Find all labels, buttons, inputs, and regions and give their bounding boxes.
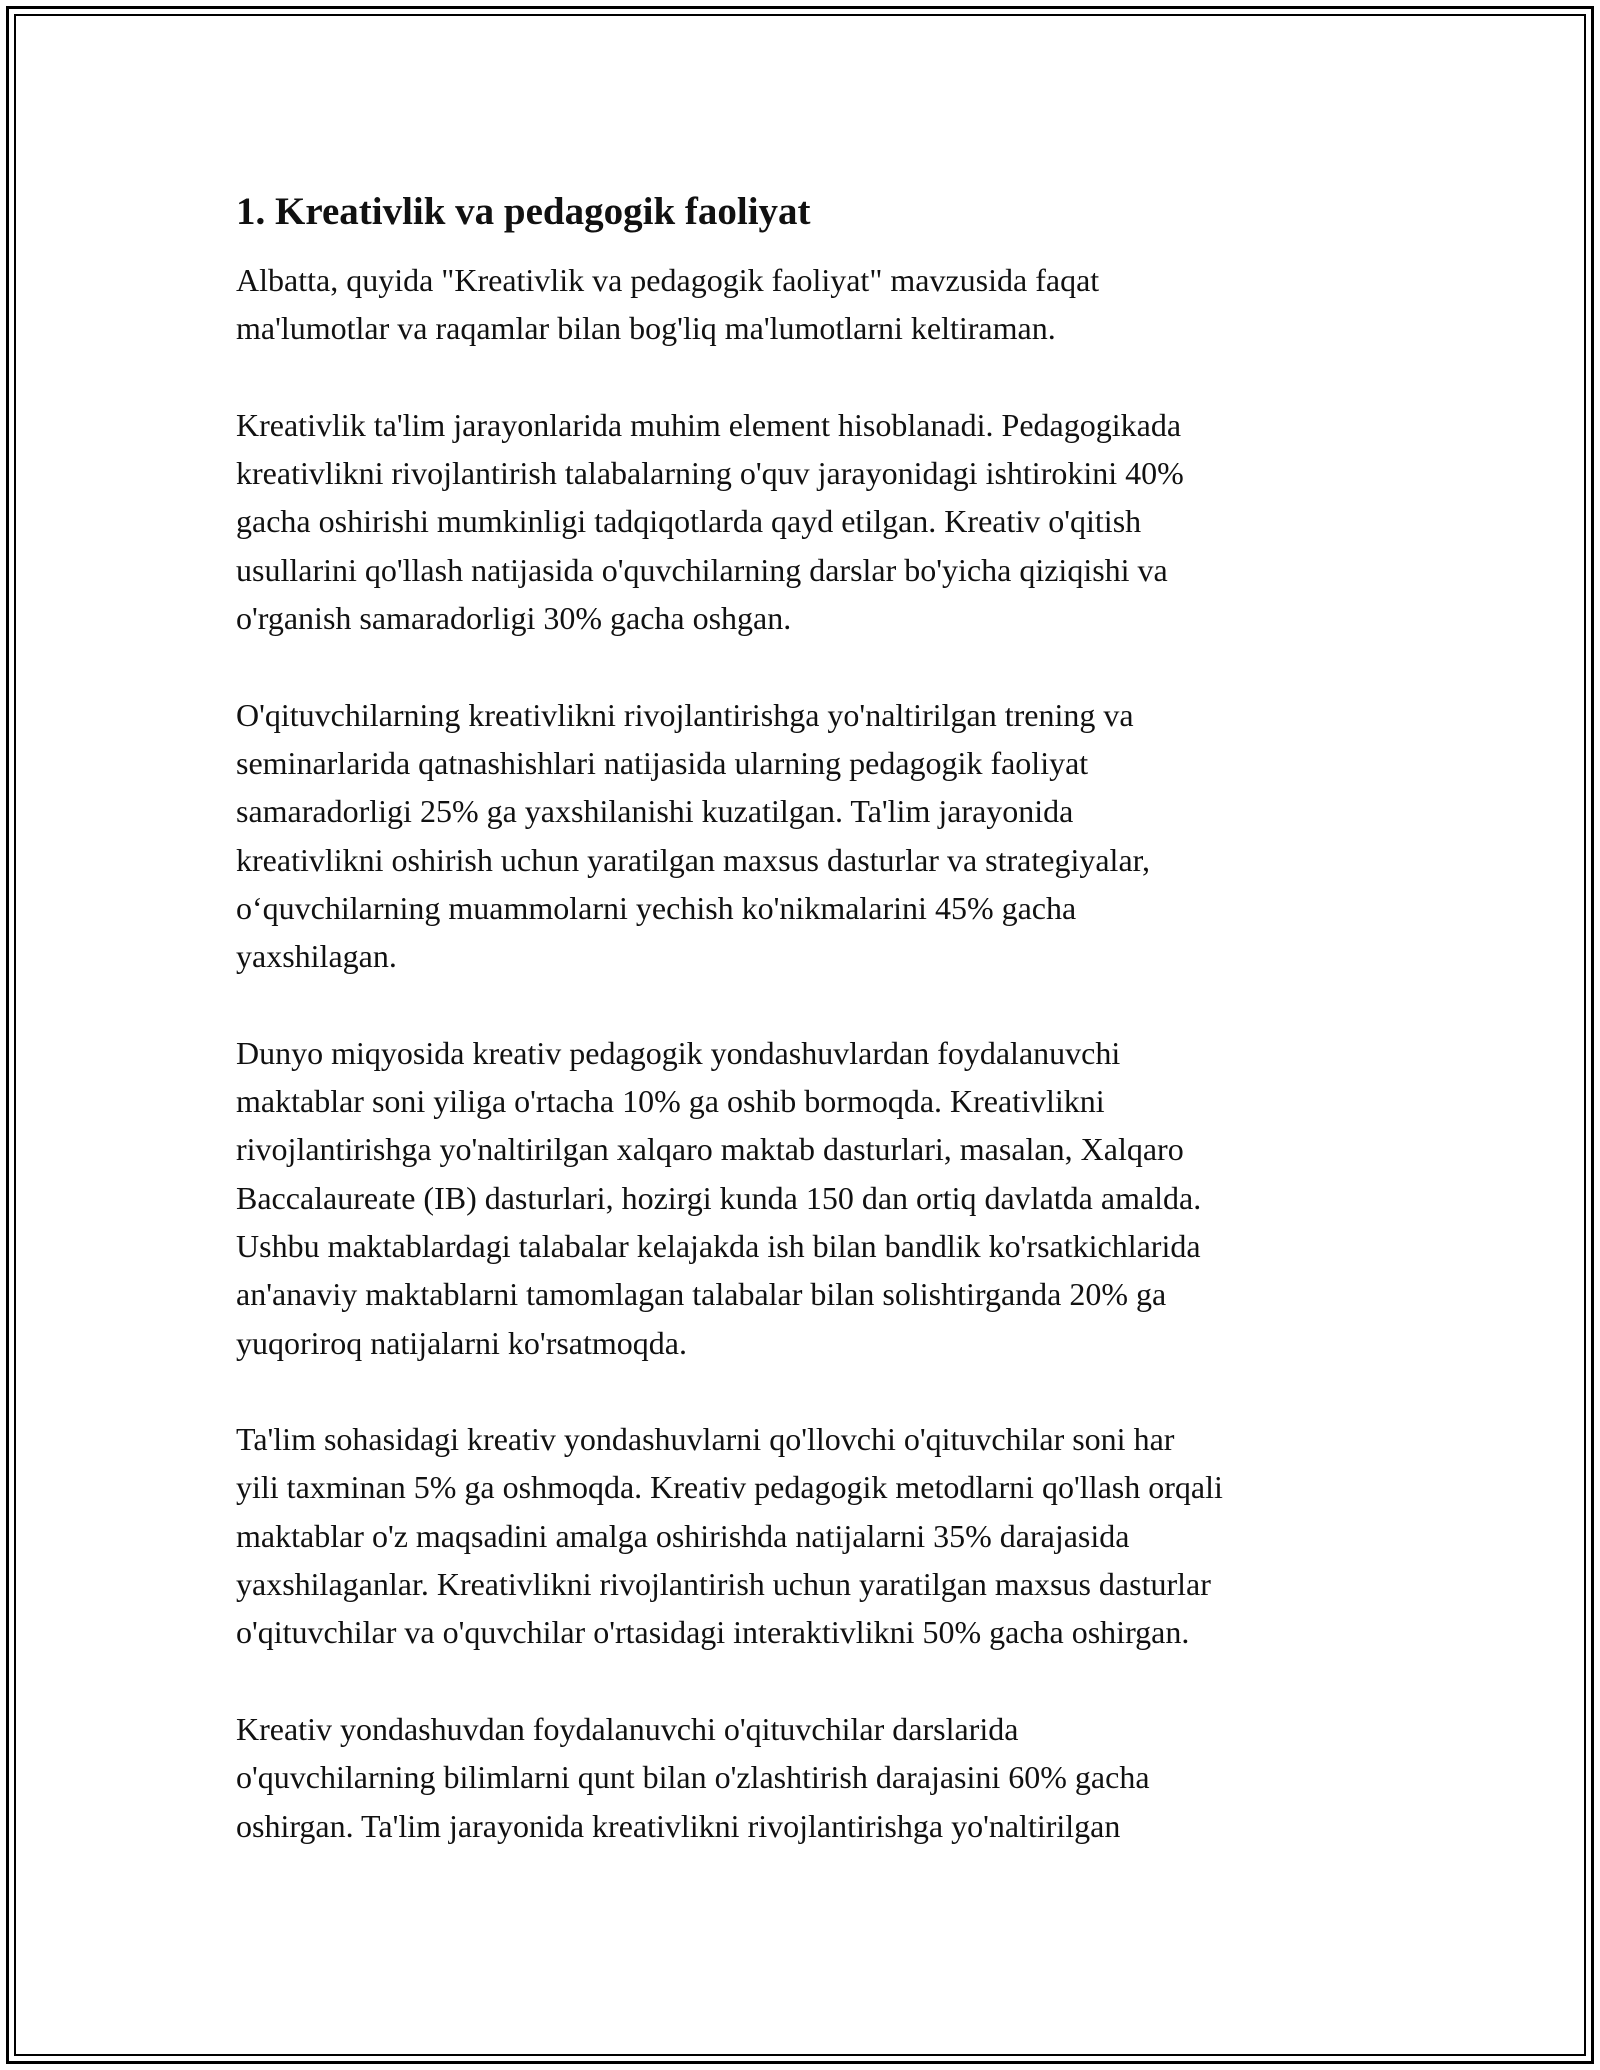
paragraph-teacher-training: O'qituvchilarning kreativlikni rivojlantirishga yo'naltirilgan trening va seminarlarida qatnashishlari natijasida ularning pedagogik faoliyat samaradorligi 25% ga yaxshilanishi kuzatilgan. Ta'lim jarayonida kreativlikni oshirish uchun yaratilgan maxsus dasturlar va strategiyalar, o‘quvchilarning muammolarni yechish ko'nikmalarini 45% gacha yaxshilagan. xyxy=(236,696,1151,975)
paragraph-intro: Albatta, quyida "Kreativlik va pedagogik faoliyat" mavzusida faqat ma'lumotlar va raqamlar bilan bog'liq ma'lumotlarni keltiraman. xyxy=(236,262,1100,347)
document-body xyxy=(236,188,1396,1898)
paragraph-creativity-importance: Kreativlik ta'lim jarayonlarida muhim element hisoblanadi. Pedagogikada kreativlikni rivojlantirish talabalarning o'quv jarayonidagi ishtirokini 40% gacha oshirishi mumkinligi tadqiqotlarda qayd etilgan. Kreativ o'qitish usullarini qo'llash natijasida o'quvchilarning darslar bo'yicha qiziqishi va o'rganish samaradorligi 30% gacha oshgan. xyxy=(236,406,1184,637)
paragraph-teacher-growth: Ta'lim sohasidagi kreativ yondashuvlarni qo'llovchi o'qituvchilar soni har yili taxminan 5% ga oshmoqda. Kreativ pedagogik metodlarni qo'llash orqali maktablar o'z maqsadini amalga oshirishda natijalarni 35% darajasida yaxshilaganlar. Kreativlikni rivojlantirish uchun yaratilgan maxsus dasturlar o'qituvchilar va o'quvchilar o'rtasidagi interaktivlikni 50% gacha oshirgan. xyxy=(236,1421,1223,1651)
paragraph-world-schools: Dunyo miqyosida kreativ pedagogik yondashuvlardan foydalanuvchi maktablar soni yiliga o'rtacha 10% ga oshib bormoqda. Kreativlikni rivojlantirishga yo'naltirilgan xalqaro maktab dasturlari, masalan, Xalqaro Baccalaureate (IB) dasturlari, hozirgi kunda 150 dan ortiq davlatda amalda. Ushbu maktablardagi talabalar kelajakda ish bilan bandlik ko'rsatkichlarida an'anaviy maktablarni tamomlagan talabalar bilan solishtirganda 20% ga yuqoriroq natijalarni ko'rsatmoqda. xyxy=(236,1034,1202,1361)
section-heading: 1. Kreativlik va pedagogik faoliyat xyxy=(236,190,811,233)
paragraph-student-knowledge: Kreativ yondashuvdan foydalanuvchi o'qituvchilar darslarida o'quvchilarning bilimlarni qunt bilan o'zlashtirish darajasini 60% gacha oshirgan. Ta'lim jarayonida kreativlikni rivojlantirishga yo'naltirilgan xyxy=(236,1710,1150,1844)
